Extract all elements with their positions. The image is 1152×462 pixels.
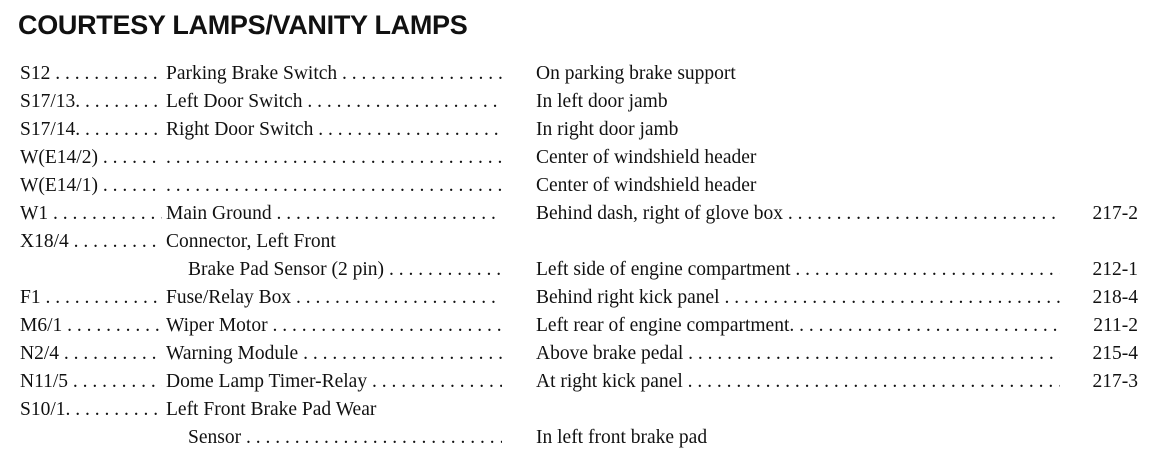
table-row (0, 144, 1152, 172)
table-row (0, 340, 1152, 368)
page-reference: 215-4 (1092, 343, 1138, 364)
component-location: At right kick panel . . . (536, 368, 1060, 396)
component-location: Left rear of engine compartment. . . . (536, 312, 1060, 340)
component-location: In left door jamb (536, 91, 668, 112)
component-name: Wiper Motor . . . (166, 312, 502, 340)
component-location: Behind dash, right of glove box . . . (536, 200, 1060, 228)
component-location: Above brake pedal . . . (536, 340, 1060, 368)
component-location: Behind right kick panel . . . (536, 284, 1060, 312)
table-row (0, 172, 1152, 200)
component-code: W1 . . . (20, 200, 162, 228)
page-reference: 217-2 (1092, 203, 1138, 224)
table-row (0, 312, 1152, 340)
component-location: In right door jamb (536, 119, 679, 140)
section-title: COURTESY LAMPS/VANITY LAMPS (18, 10, 468, 40)
component-name: Parking Brake Switch . . . (166, 60, 502, 88)
table-row (0, 284, 1152, 312)
component-name: Left Door Switch . . . (166, 88, 502, 116)
table-row (0, 200, 1152, 228)
page-reference: 218-4 (1092, 287, 1138, 308)
component-code: N11/5 . . . (20, 368, 162, 396)
component-location: On parking brake support (536, 63, 736, 84)
component-name: Warning Module . . . (166, 340, 502, 368)
component-name: Sensor . . . (188, 424, 502, 452)
component-name: Main Ground . . . (166, 200, 502, 228)
component-name: Dome Lamp Timer-Relay . . . (166, 368, 502, 396)
component-name: Connector, Left Front (166, 231, 336, 252)
component-code: S10/1. . . . (20, 396, 162, 424)
component-code: W(E14/1) . . . (20, 172, 162, 200)
component-code: M6/1 . . . (20, 312, 162, 340)
component-code: F1 . . . (20, 284, 162, 312)
component-name (166, 144, 502, 172)
table-row (0, 424, 1152, 452)
component-name: Fuse/Relay Box . . . (166, 284, 502, 312)
component-code: W(E14/2) . . . (20, 144, 162, 172)
table-row (0, 116, 1152, 144)
table-row (0, 88, 1152, 116)
component-code: S12 . . . (20, 60, 162, 88)
page-reference: 211-2 (1093, 315, 1138, 336)
component-locator-table (0, 60, 1152, 452)
component-code: N2/4 . . . (20, 340, 162, 368)
table-row (0, 396, 1152, 424)
component-code: S17/14. . . . (20, 116, 162, 144)
component-location: In left front brake pad (536, 427, 708, 448)
page-reference: 217-3 (1092, 371, 1138, 392)
component-name (166, 172, 502, 200)
component-name: Left Front Brake Pad Wear (166, 399, 377, 420)
component-code: S17/13. . . . (20, 88, 162, 116)
table-row (0, 228, 1152, 256)
component-location: Center of windshield header (536, 175, 757, 196)
table-row (0, 256, 1152, 284)
table-row (0, 60, 1152, 88)
component-name: Right Door Switch . . . (166, 116, 502, 144)
page-reference: 212-1 (1092, 259, 1138, 280)
component-name: Brake Pad Sensor (2 pin) . . . (188, 256, 502, 284)
component-location: Left side of engine compartment . . . (536, 256, 1060, 284)
table-row (0, 368, 1152, 396)
component-location: Center of windshield header (536, 147, 757, 168)
component-code: X18/4 . . . (20, 228, 162, 256)
